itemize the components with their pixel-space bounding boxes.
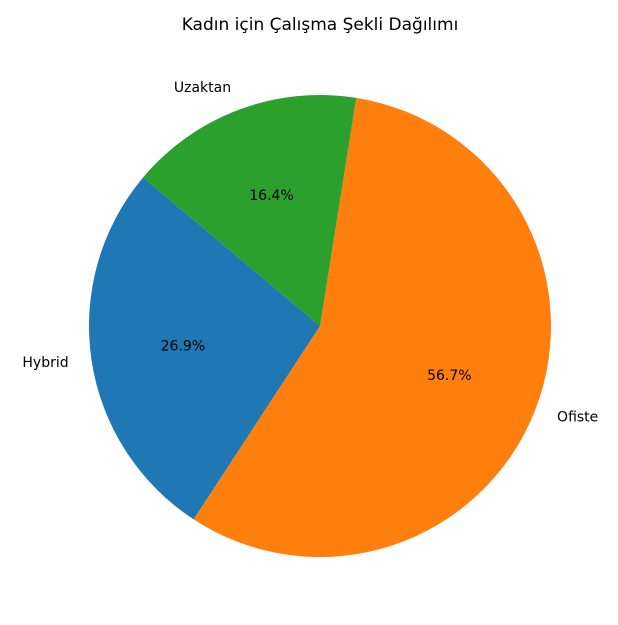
pie-percent-hybrid: 26.9% (160, 338, 206, 355)
pie-label-ofiste: Ofiste (557, 409, 599, 426)
pie-percent-uzaktan: 16.4% (249, 188, 294, 205)
pie-percent-ofiste: 56.7% (427, 367, 472, 384)
pie-slices (89, 95, 551, 557)
pie-label-hybrid: Hybrid (22, 355, 69, 372)
chart-title: Kadın için Çalışma Şekli Dağılımı (181, 15, 459, 35)
pie-label-uzaktan: Uzaktan (173, 79, 232, 96)
